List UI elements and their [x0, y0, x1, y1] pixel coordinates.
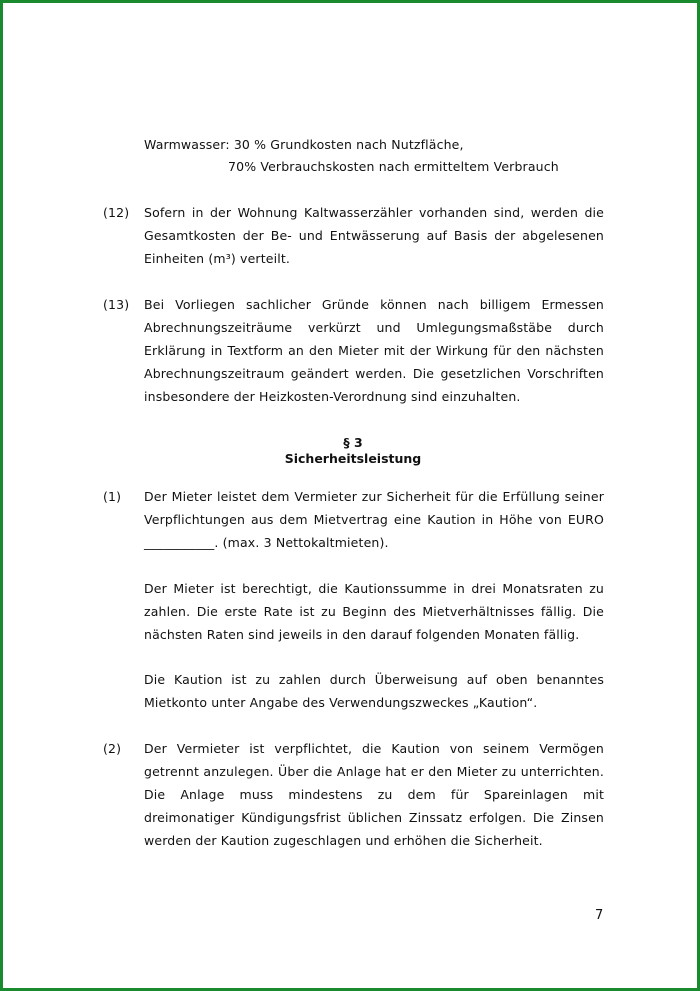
warmwasser-line-2: 70% Verbrauchskosten nach ermitteltem Verbrauch — [228, 159, 559, 174]
paragraph-13-text: Bei Vorliegen sachlicher Gründe können nach billigem Ermessen Abrechnungszeiträume verkürzt und Umlegungsmaßstäbe durch Erklärung in Textform an den Mieter mit der Wirkung für den nächsten Abrechnungszeitraum geändert werden. Die gesetzlichen Vorschriften insbesondere der Heizkosten-Verordnung sind einzuhalten. — [144, 297, 604, 404]
clause-number-1: (1) — [103, 489, 122, 504]
paragraph-number-13: (13) — [103, 297, 130, 312]
warmwasser-line-1: Warmwasser: 30 % Grundkosten nach Nutzfläche, — [144, 137, 464, 152]
clause-1-payment-text: Die Kaution ist zu zahlen durch Überweisung auf oben benanntes Mietkonto unter Angabe des Verwendungszweckes „Kaution“. — [144, 672, 604, 710]
section-title: Sicherheitsleistung — [284, 451, 422, 466]
clause-number-2: (2) — [103, 741, 122, 756]
page-number: 7 — [595, 908, 604, 923]
section-number: § 3 — [343, 435, 363, 450]
clause-2-text: Der Vermieter ist verpflichtet, die Kaution von seinem Vermögen getrennt anzulegen. Über die Anlage hat er den Mieter zu unterrichten. Die Anlage muss mindestens zu dem für Spareinlagen mit dreimonatiger Kündigungsfrist üblichen Zinssatz erfolgen. Die Zinsen werden der Kaution zugeschlagen und erhöhen die Sicherheit. — [144, 741, 604, 848]
clause-1-installments-text: Der Mieter ist berechtigt, die Kautionssumme in drei Monatsraten zu zahlen. Die erste Rate ist zu Beginn des Mietverhältnisses fällig. Die nächsten Raten sind jeweils in den darauf folgenden Monaten fällig. — [144, 581, 604, 642]
paragraph-12-text: Sofern in der Wohnung Kaltwasserzähler vorhanden sind, werden die Gesamtkosten der Be- und Entwässerung auf Basis der abgelesenen Einheiten (m³) verteilt. — [144, 205, 604, 266]
clause-1-text: Der Mieter leistet dem Vermieter zur Sicherheit für die Erfüllung seiner Verpflichtungen aus dem Mietvertrag eine Kaution in Höhe von EURO ___________. (max. 3 Nettokaltmieten). — [144, 489, 604, 550]
paragraph-number-12: (12) — [103, 205, 130, 220]
